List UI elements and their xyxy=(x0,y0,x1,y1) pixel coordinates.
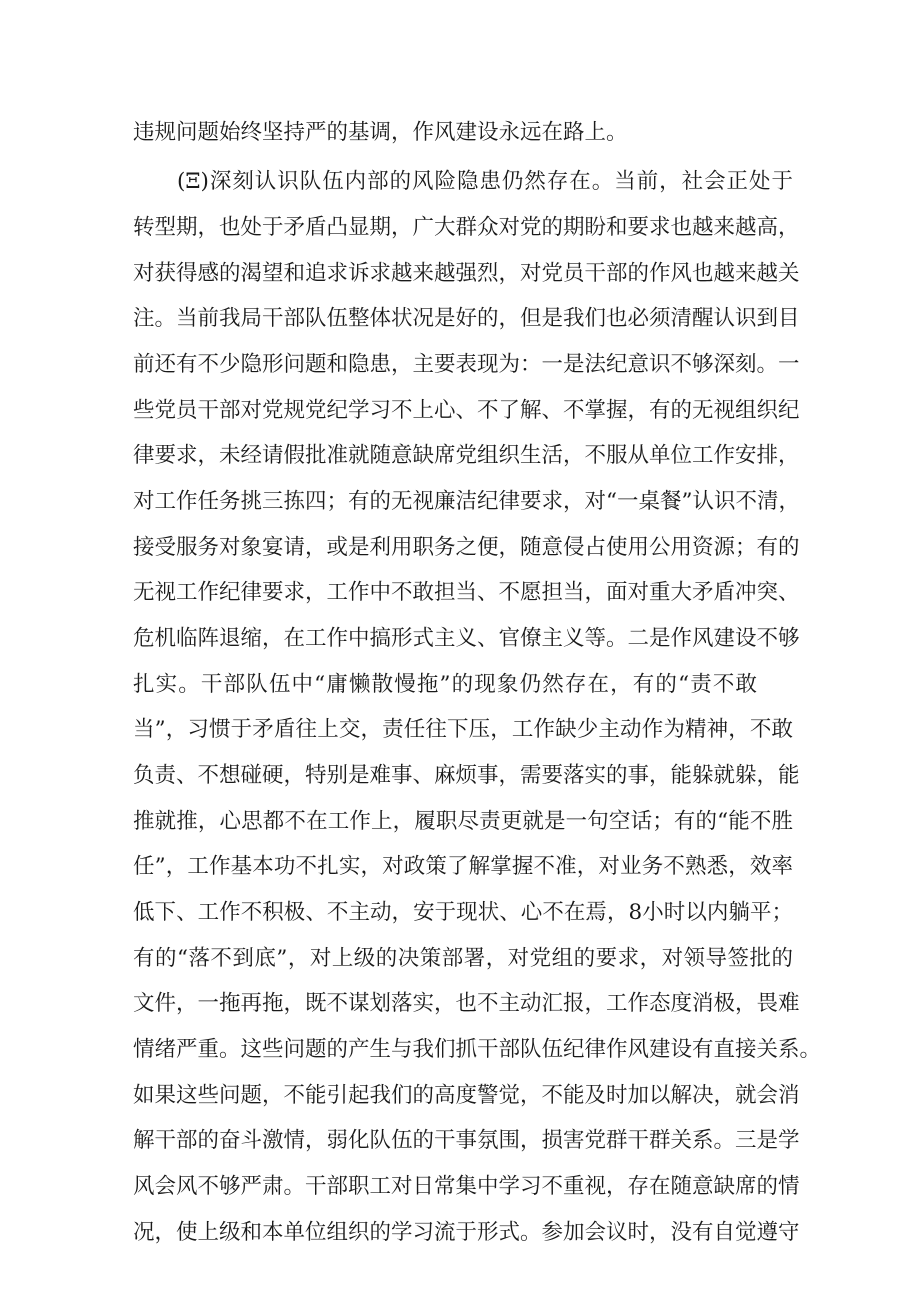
text-line-14: 当”，习惯于矛盾往上交，责任往下压，工作缺少主动作为精神，不敢 xyxy=(133,717,793,742)
text-line-7: 些党员干部对党规党纪学习不上心、不了解、不掌握，有的无视组织纪 xyxy=(133,398,800,423)
text-line-18: 低下、工作不积极、不主动，安于现状、心不在焉，8小时以内躺平； xyxy=(133,900,793,925)
text-line-20: 文件，一拖再拖，既不谋划落实，也不主动汇报，工作态度消极，畏难 xyxy=(133,991,800,1016)
text-line-8: 律要求，未经请假批准就随意缺席党组织生活，不服从单位工作安排， xyxy=(133,443,800,468)
text-line-16: 推就推，心思都不在工作上，履职尽责更就是一句空话；有的“能不胜 xyxy=(133,809,793,834)
text-line-24: 风会风不够严肃。干部职工对日常集中学习不重视，存在随意缺席的情 xyxy=(133,1174,800,1199)
text-line-21: 情绪严重。这些问题的产生与我们抓干部队伍纪律作风建设有直接关系。 xyxy=(133,1037,822,1062)
text-line-25: 况，使上级和本单位组织的学习流于形式。参加会议时，没有自觉遵守 xyxy=(133,1220,800,1245)
text-line-19: 有的“落不到底”，对上级的决策部署，对党组的要求，对领导签批的 xyxy=(133,946,793,971)
text-line-10: 接受服务对象宴请，或是利用职务之便，随意侵占使用公用资源；有的 xyxy=(133,535,800,560)
text-line-9: 对工作任务挑三拣四；有的无视廉洁纪律要求，对“一桌餐”认识不清， xyxy=(133,489,800,514)
text-line-4: 对获得感的渴望和追求诉求越来越强烈，对党员干部的作风也越来越关 xyxy=(133,261,800,286)
text-line-11: 无视工作纪律要求，工作中不敢担当、不愿担当，面对重大矛盾冲突、 xyxy=(133,580,800,605)
text-line-3: 转型期，也处于矛盾凸显期，广大群众对党的期盼和要求也越来越高， xyxy=(133,215,800,240)
text-line-12: 危机临阵退缩，在工作中搞形式主义、官僚主义等。二是作风建设不够 xyxy=(133,626,800,651)
text-line-23: 解干部的奋斗激情，弱化队伍的干事氛围，损害党群干群关系。三是学 xyxy=(133,1128,800,1153)
text-line-22: 如果这些问题，不能引起我们的高度警觉，不能及时加以解决，就会消 xyxy=(133,1083,800,1108)
text-line-15: 负责、不想碰硬，特别是难事、麻烦事，需要落实的事，能躲就躲，能 xyxy=(133,763,800,788)
section-heading-line: (Ξ)深刻认识队伍内部的风险隐患仍然存在。当前，社会正处于 xyxy=(177,169,793,194)
text-line-13: 扎实。干部队伍中“庸懒散慢拖”的现象仍然存在，有的“责不敢 xyxy=(133,672,757,697)
text-line-17: 任”，工作基本功不扎实，对政策了解掌握不准，对业务不熟悉，效率 xyxy=(133,854,793,879)
text-line-1: 违规问题始终坚持严的基调，作风建设永远在路上。 xyxy=(133,120,628,145)
text-line-5: 注。当前我局干部队伍整体状况是好的，但是我们也必须清醒认识到目 xyxy=(133,306,800,331)
text-line-6: 前还有不少隐形问题和隐患，主要表现为：一是法纪意识不够深刻。一 xyxy=(133,352,800,377)
